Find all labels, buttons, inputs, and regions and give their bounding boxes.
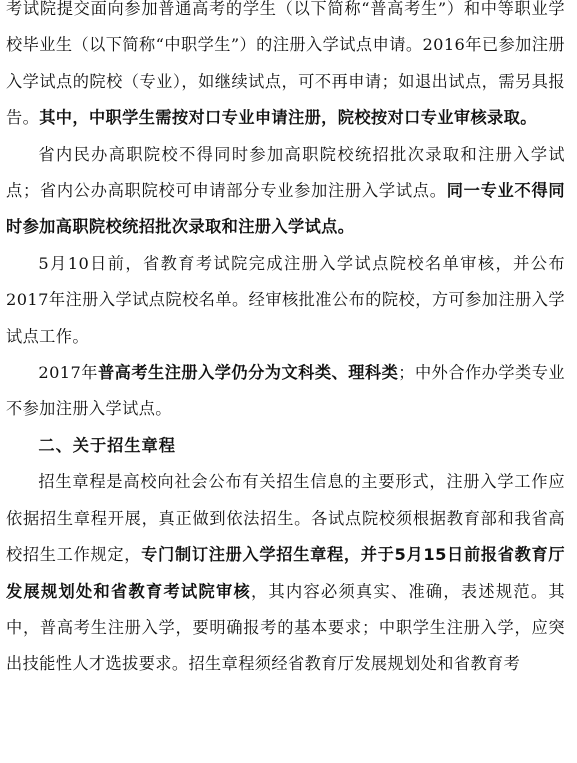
paragraph-private-colleges	[6, 137, 565, 246]
paragraph-2017-categories	[6, 355, 565, 428]
paragraph-text: ；中外合作办学类专业不参加注册入学试点。	[6, 363, 565, 419]
section-heading: 二、关于招生章程	[38, 435, 176, 455]
paragraph-text: ，其内容必须真实、准确，表述规范。其中，普高考生注册入学，要明确报考的基本要求；中职学生注册入学，应突出技能性人才选拔要求。招生章程须经省教育厅发展规划处和省教育考	[6, 581, 565, 674]
paragraph-text: 省内民办高职院校不得同时参加高职院校统招批次录取和注册入学试点；省内公办高职院校可申请部分专业参加注册入学试点。	[6, 144, 565, 201]
paragraph-text: 招生章程是高校向社会公布有关招生信息的主要形式，注册入学工作应依据招生章程开展，真正做到依法招生。各试点院校须根据教育部和我省高校招生工作规定，	[6, 472, 565, 565]
paragraph-registration-application	[6, 0, 565, 137]
paragraph-text: 考试院提交面向参加普通高考的学生（以下简称“普高考生”）和中等职业学校毕业生（以下简称“中职学生”）的注册入学试点申请。2016年已参加注册入学试点的院校（专业），如继续试点，可不再申请；如退出试点，需另具报告。	[6, 0, 565, 128]
paragraph-may-10-deadline	[6, 246, 565, 355]
bold-emphasis: 普高考生注册入学仍分为文科类、理科类	[97, 363, 399, 383]
bold-emphasis: 同一专业不得同时参加高职院校统招批次录取和注册入学试点。	[6, 181, 565, 237]
paragraph-admission-charter	[6, 464, 565, 682]
paragraph-text: 5月10日前，省教育考试院完成注册入学试点院校名单审核，并公布2017年注册入学试点院校名单。经审核批准公布的院校，方可参加注册入学试点工作。	[6, 253, 565, 346]
bold-emphasis: 其中，中职学生需按对口专业申请注册，院校按对口专业审核录取。	[39, 108, 537, 128]
bold-emphasis: 专门制订注册入学招生章程，并于5月15日前报省教育厅发展规划处和省教育考试院审核	[6, 545, 565, 601]
paragraph-text: 2017年	[38, 363, 98, 383]
